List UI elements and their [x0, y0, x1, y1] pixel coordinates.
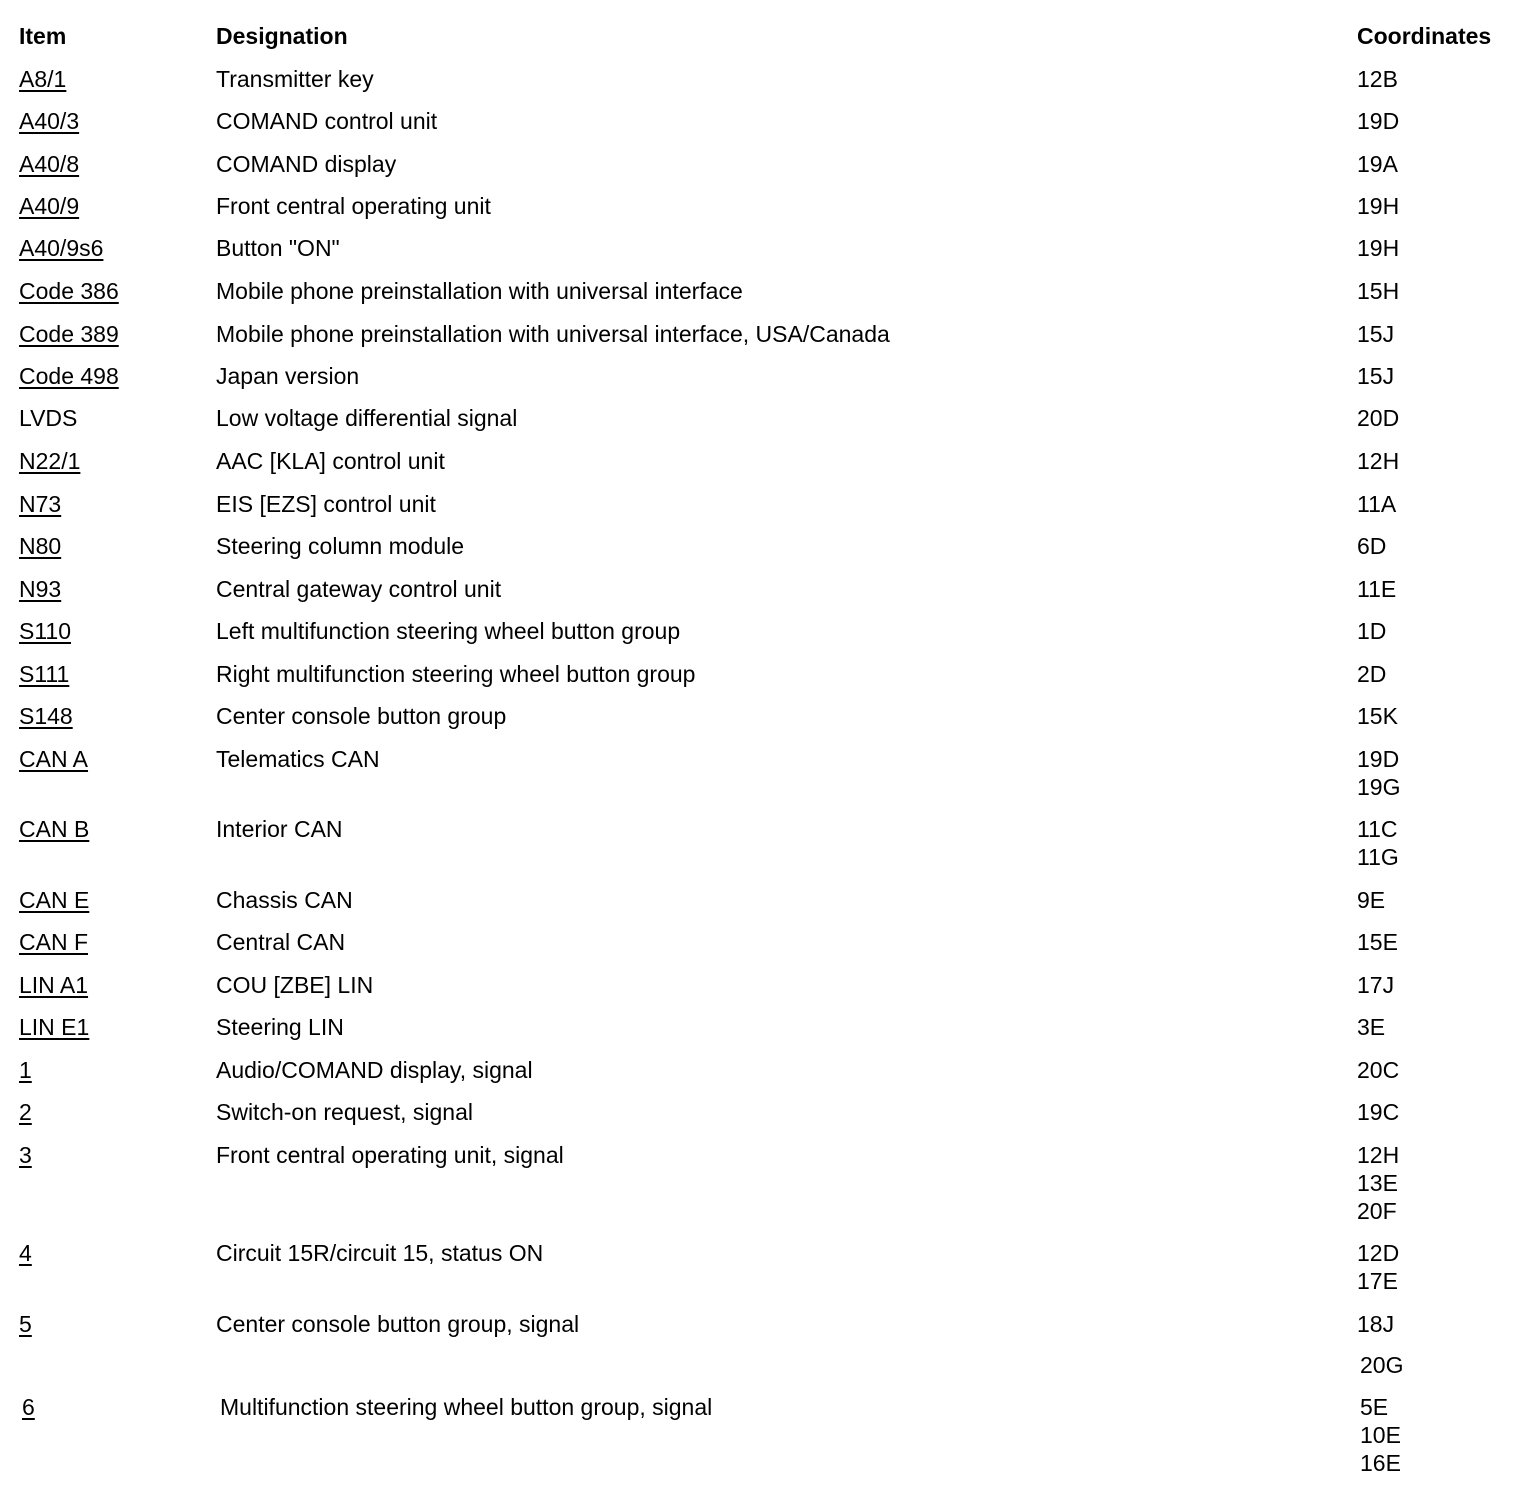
coordinate: 18J [1357, 1311, 1395, 1337]
coordinates [1357, 617, 1386, 645]
item-link[interactable]: Code 386 [19, 278, 119, 304]
coordinate: 12D [1357, 1240, 1400, 1266]
item-link[interactable]: N73 [19, 491, 62, 517]
designation: Steering LIN [216, 1014, 344, 1040]
coordinates [1357, 404, 1399, 432]
coordinate: 15K [1357, 703, 1398, 729]
item-link[interactable]: N93 [19, 576, 62, 602]
item-link[interactable]: 2 [19, 1099, 32, 1125]
designation: Telematics CAN [216, 746, 380, 772]
coordinate: 15E [1357, 929, 1398, 955]
designation: Front central operating unit [216, 193, 491, 219]
coordinate: 20D [1357, 405, 1400, 431]
item-link[interactable]: CAN E [19, 887, 90, 913]
item-link[interactable]: Code 389 [19, 321, 119, 347]
designation: Audio/COMAND display, signal [216, 1057, 533, 1083]
designation: Japan version [216, 363, 360, 389]
designation: COMAND control unit [216, 108, 438, 134]
coordinate: 19G [1357, 774, 1401, 800]
coordinate: 11A [1357, 491, 1397, 517]
coordinate: 9E [1357, 887, 1386, 913]
header-item: Item [19, 23, 67, 49]
coordinate: 20F [1357, 1198, 1397, 1224]
coordinates [1357, 320, 1394, 348]
designation: Switch-on request, signal [216, 1099, 473, 1125]
item-link[interactable]: 1 [19, 1057, 32, 1083]
designation: COMAND display [216, 151, 397, 177]
item-link[interactable]: 6 [22, 1394, 35, 1420]
coordinates [1357, 702, 1398, 730]
coordinates [1357, 447, 1399, 475]
coordinates [1357, 1013, 1385, 1041]
coordinate: 16E [1360, 1450, 1401, 1476]
designation: Right multifunction steering wheel button group [216, 661, 696, 687]
coordinate: 3E [1357, 1014, 1386, 1040]
item-link[interactable]: LIN A1 [19, 972, 89, 998]
coordinate: 13E [1357, 1170, 1398, 1196]
coordinates [1357, 490, 1396, 518]
header-designation: Designation [216, 23, 348, 49]
coordinates [1357, 532, 1386, 560]
designation: Chassis CAN [216, 887, 353, 913]
coordinate: 19C [1357, 1099, 1400, 1125]
coordinate: 1D [1357, 618, 1387, 644]
designation: Front central operating unit, signal [216, 1142, 564, 1168]
coordinate: 5E [1360, 1394, 1389, 1420]
coordinate: 2D [1357, 661, 1387, 687]
coordinates [1357, 815, 1399, 871]
item-link[interactable]: A40/9 [19, 193, 80, 219]
coordinate: 19A [1357, 151, 1398, 177]
coordinates [1357, 1098, 1399, 1126]
designation: Central CAN [216, 929, 346, 955]
designation: Center console button group, signal [216, 1311, 580, 1337]
coordinates [1357, 150, 1398, 178]
coordinates [1357, 277, 1399, 305]
designation: Interior CAN [216, 816, 343, 842]
coordinate: 15H [1357, 278, 1400, 304]
item-link[interactable]: 3 [19, 1142, 32, 1168]
coordinate: 17E [1357, 1268, 1398, 1294]
item-link[interactable]: CAN B [19, 816, 90, 842]
item-label: LVDS [19, 405, 78, 431]
coordinate: 17J [1357, 972, 1395, 998]
designation: Center console button group [216, 703, 507, 729]
item-link[interactable]: N80 [19, 533, 62, 559]
item-link[interactable]: A40/8 [19, 151, 80, 177]
item-link[interactable]: LIN E1 [19, 1014, 90, 1040]
coordinates [1357, 928, 1398, 956]
coordinates [1357, 575, 1396, 603]
item-link[interactable]: N22/1 [19, 448, 81, 474]
coordinates [1357, 65, 1398, 93]
item-link[interactable]: A40/9s6 [19, 235, 104, 261]
coordinate: 11E [1357, 576, 1397, 602]
coordinates [1357, 971, 1394, 999]
designation: Left multifunction steering wheel button group [216, 618, 681, 644]
item-link[interactable]: Code 498 [19, 363, 119, 389]
coordinate: 15J [1357, 363, 1395, 389]
designation: Steering column module [216, 533, 465, 559]
coordinate: 11G [1357, 844, 1399, 870]
item-link[interactable]: S110 [19, 618, 72, 644]
coordinate: 19D [1357, 746, 1400, 772]
coordinate: 6D [1357, 533, 1387, 559]
coordinates [1357, 234, 1399, 262]
item-link[interactable]: CAN F [19, 929, 88, 955]
designation: Mobile phone preinstallation with universal interface, USA/Canada [216, 321, 890, 347]
coordinate: 20C [1357, 1057, 1400, 1083]
coordinate: 15J [1357, 321, 1395, 347]
coordinates [1357, 1239, 1399, 1295]
coordinate: 12H [1357, 1142, 1400, 1168]
coordinate: 12B [1357, 66, 1398, 92]
coordinates [1357, 192, 1399, 220]
coordinate: 12H [1357, 448, 1400, 474]
designation: Low voltage differential signal [216, 405, 518, 431]
coordinate: 10E [1360, 1422, 1401, 1448]
designation: Transmitter key [216, 66, 374, 92]
item-link[interactable]: 5 [19, 1311, 32, 1337]
coordinates [1357, 886, 1385, 914]
coordinates [1357, 107, 1399, 135]
coordinate: 19H [1357, 193, 1400, 219]
item-link[interactable]: S148 [19, 703, 73, 729]
designation: EIS [EZS] control unit [216, 491, 436, 517]
item-link[interactable]: A8/1 [19, 66, 67, 92]
designation: AAC [KLA] control unit [216, 448, 445, 474]
item-link[interactable]: 4 [19, 1240, 32, 1266]
item-link[interactable]: A40/3 [19, 108, 80, 134]
coordinates [1357, 1056, 1399, 1084]
coordinates [1357, 1310, 1394, 1338]
designation: Circuit 15R/circuit 15, status ON [216, 1240, 544, 1266]
designation: Mobile phone preinstallation with universal interface [216, 278, 743, 304]
item-link[interactable]: S111 [19, 661, 70, 687]
item-link[interactable]: CAN A [19, 746, 89, 772]
designation: Multifunction steering wheel button group, signal [220, 1394, 713, 1420]
designation: Button "ON" [216, 235, 340, 261]
coordinates [1357, 362, 1394, 390]
header-coordinates: Coordinates [1357, 23, 1492, 49]
coordinates [1357, 745, 1400, 801]
designation: COU [ZBE] LIN [216, 972, 374, 998]
coordinate-extra: 20G [1360, 1352, 1404, 1378]
coordinate: 11C [1357, 816, 1398, 842]
coordinate: 19H [1357, 235, 1400, 261]
coordinates [1360, 1393, 1401, 1477]
designation: Central gateway control unit [216, 576, 502, 602]
coordinates [1357, 1141, 1399, 1225]
coordinate: 19D [1357, 108, 1400, 134]
coordinates [1357, 660, 1386, 688]
